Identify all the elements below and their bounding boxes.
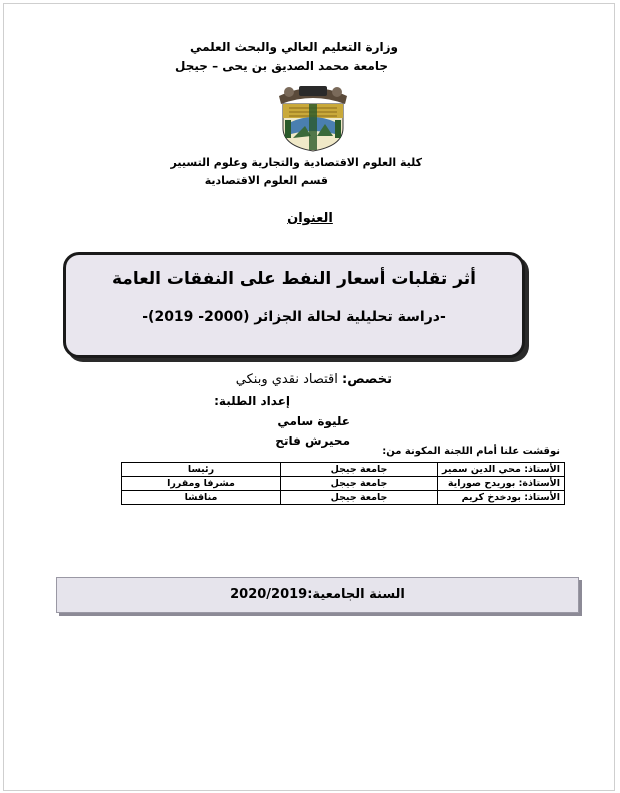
thesis-subtitle: -دراسة تحليلية لحالة الجزائر (2000- 2019)- [142,309,446,325]
jury-member-university: جامعة جيجل [281,463,438,477]
jury-member-role: مشرفا ومقررا [122,477,281,491]
university-logo [275,82,351,152]
jury-member-name: الأستاذ: محي الدين سمير [438,463,565,477]
specialty [236,372,392,387]
jury-member-name: الأستاذ: بودخدخ كريم [438,491,565,505]
table-row [122,477,565,491]
university-name: جامعة محمد الصديق بن يحى – جيجل [175,59,388,73]
jury-member-university: جامعة جيجل [281,477,438,491]
academic-year-box [56,577,579,613]
jury-member-role: رئيسا [122,463,281,477]
academic-year: السنة الجامعية:2020/2019 [230,587,405,602]
jury-member-name: الأستاذة: بوريدح صوراية [438,477,565,491]
specialty-label: تخصص: [342,372,392,387]
student-name: محيرش فاتح [275,434,350,448]
prepared-by-label: إعداد الطلبة: [214,394,290,408]
student-name: عليوة سامي [277,414,350,428]
jury-table [121,462,565,505]
department-name: قسم العلوم الاقتصادية [204,174,328,187]
table-row [122,463,565,477]
thesis-title-box [63,252,525,358]
table-row [122,491,565,505]
specialty-value: اقتصاد نقدي وبنكي [235,372,338,387]
jury-member-role: مناقشا [122,491,281,505]
ministry-name: وزارة التعليم العالي والبحث العلمي [189,40,398,54]
faculty-name: كلية العلوم الاقتصادية والتجارية وعلوم التسيير [170,156,422,169]
jury-member-university: جامعة جيجل [281,491,438,505]
title-label: العنوان [287,211,333,226]
jury-title: نوقشت علنا أمام اللجنة المكونة من: [382,446,560,457]
thesis-title: أثر تقلبات أسعار النفط على النفقات العامة [111,269,477,289]
